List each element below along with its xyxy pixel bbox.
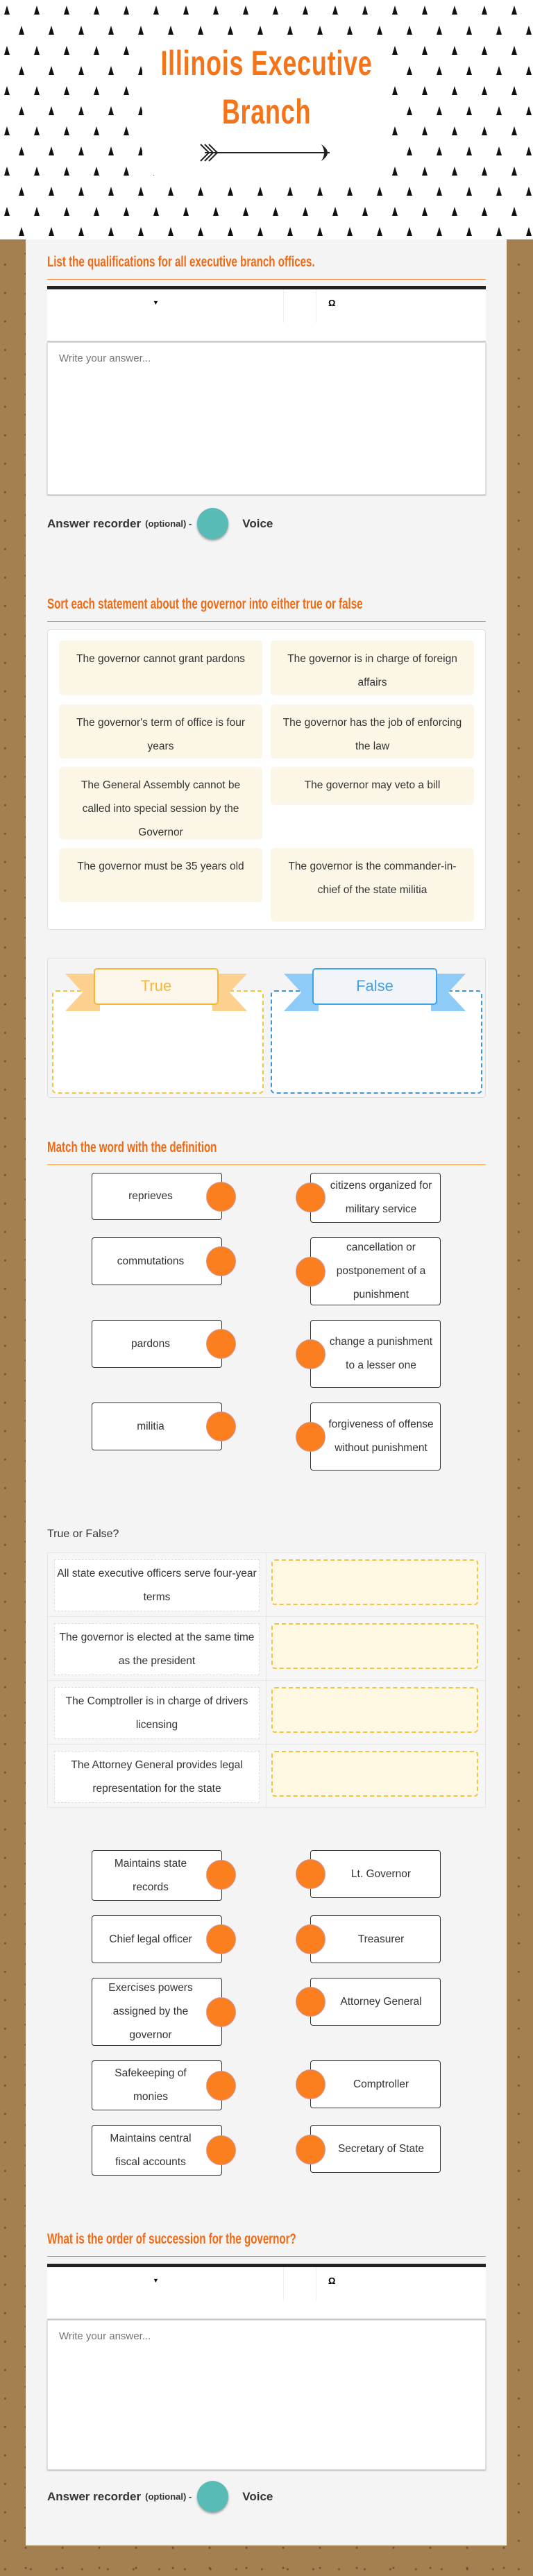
table-row (48, 1681, 485, 1745)
match-term[interactable]: Exercises powers assigned by the governor (92, 1978, 222, 2046)
sort-card[interactable]: The governor must be 35 years old (59, 848, 262, 902)
answer-drop-zone[interactable] (271, 1751, 478, 1797)
editor-toolbar (47, 2264, 486, 2320)
connector-handle[interactable] (206, 1246, 236, 1276)
voice-label: Voice (242, 516, 273, 530)
connector-handle[interactable] (206, 1860, 236, 1890)
record-button[interactable] (197, 508, 228, 539)
table-row (48, 1745, 485, 1808)
sort-card[interactable]: The governor is in charge of foreign affairs (271, 641, 474, 695)
connector-handle[interactable] (296, 1257, 325, 1287)
arrow-right-icon (198, 139, 337, 167)
match-term[interactable]: reprieves (92, 1173, 222, 1220)
match-definition[interactable]: Secretary of State (310, 2125, 441, 2173)
match-definition[interactable]: Treasurer (310, 1915, 441, 1963)
recorder-label: Answer recorder (47, 516, 142, 530)
connector-handle[interactable] (296, 1924, 325, 1954)
sort-card[interactable]: The governor is the commander-in-chief of the state militia (271, 848, 474, 922)
match-term[interactable]: commutations (92, 1237, 222, 1285)
format-dropdown[interactable]: ▼ (153, 299, 159, 306)
match-definition[interactable]: Attorney General (310, 1978, 441, 2026)
answer-input[interactable] (47, 342, 486, 495)
sort-card[interactable]: The governor has the job of enforcing the law (271, 704, 474, 759)
connector-handle[interactable] (296, 1339, 325, 1369)
connector-handle[interactable] (206, 2071, 236, 2101)
statement: The Attorney General provides legal representation for the state (54, 1751, 260, 1803)
table-row (48, 1553, 485, 1617)
connector-handle[interactable] (206, 2135, 236, 2165)
question-title: What is the order of succession for the governor? (47, 2231, 296, 2247)
match-definition[interactable]: citizens organized for military service (310, 1173, 441, 1223)
header-banner (0, 0, 533, 239)
answer-recorder (47, 508, 273, 539)
match-definition[interactable]: change a punishment to a lesser one (310, 1320, 441, 1388)
recorder-optional: (optional) - (145, 518, 192, 529)
connector-handle[interactable] (296, 2069, 325, 2099)
table-row (48, 1617, 485, 1681)
answer-input[interactable] (47, 2320, 486, 2470)
sort-card[interactable]: The General Assembly cannot be called into special session by the Governor (59, 767, 262, 840)
format-dropdown[interactable]: ▼ (153, 2277, 159, 2284)
match-definition[interactable]: cancellation or postponement of a punishment (310, 1237, 441, 1305)
page-title-line2: Branch (221, 92, 312, 131)
sort-categories (47, 958, 486, 1098)
connector-handle[interactable] (206, 1329, 236, 1359)
page-title: Illinois Executive (160, 44, 373, 83)
match-term[interactable]: Chief legal officer (92, 1915, 222, 1963)
divider (47, 279, 486, 280)
divider (47, 1164, 486, 1165)
true-category-label: True (94, 968, 219, 1005)
special-character-button[interactable]: Ω (328, 2276, 336, 2286)
divider (47, 2256, 486, 2257)
answer-drop-zone[interactable] (271, 1623, 478, 1669)
false-category-label: False (312, 968, 437, 1005)
connector-handle[interactable] (296, 1859, 325, 1889)
connector-handle[interactable] (206, 1412, 236, 1441)
question-title: Match the word with the definition (47, 1139, 217, 1155)
connector-handle[interactable] (206, 1924, 236, 1954)
match-definition[interactable]: forgiveness of offense without punishment (310, 1403, 441, 1471)
connector-handle[interactable] (296, 2135, 325, 2164)
recorder-label: Answer recorder (47, 2489, 142, 2503)
question-title: List the qualifications for all executive branch offices. (47, 254, 315, 270)
voice-label: Voice (242, 2489, 273, 2503)
connector-handle[interactable] (206, 1182, 236, 1212)
match-term[interactable]: Maintains state records (92, 1850, 222, 1901)
connector-handle[interactable] (206, 1997, 236, 2027)
divider (47, 621, 486, 622)
true-false-table (47, 1552, 486, 1808)
statement: All state executive officers serve four-year terms (54, 1559, 260, 1611)
match-term[interactable]: Maintains central fiscal accounts (92, 2125, 222, 2176)
match-term[interactable]: Safekeeping of monies (92, 2060, 222, 2110)
match-definition[interactable]: Lt. Governor (310, 1850, 441, 1898)
statement: The governor is elected at the same time as the president (54, 1623, 260, 1675)
connector-handle[interactable] (296, 1422, 325, 1452)
editor-toolbar (47, 286, 486, 342)
connector-handle[interactable] (296, 1183, 325, 1212)
question-title: Sort each statement about the governor into either true or false (47, 596, 363, 612)
sort-card[interactable]: The governor cannot grant pardons (59, 641, 262, 695)
toolbar-separator (283, 289, 284, 323)
record-button[interactable] (197, 2481, 228, 2512)
match-term[interactable]: militia (92, 1403, 222, 1450)
match-definition[interactable]: Comptroller (310, 2060, 441, 2108)
match-term[interactable]: pardons (92, 1320, 222, 1368)
toolbar-separator (283, 2267, 284, 2300)
answer-drop-zone[interactable] (271, 1687, 478, 1733)
statement: The Comptroller is in charge of drivers licensing (54, 1687, 260, 1739)
worksheet-panel (26, 239, 507, 2545)
answer-recorder (47, 2481, 273, 2512)
question-title: True or False? (47, 1528, 119, 1540)
sort-card[interactable]: The governor may veto a bill (271, 767, 474, 805)
connector-handle[interactable] (296, 1987, 325, 2017)
sort-card[interactable]: The governor's term of office is four years (59, 704, 262, 759)
recorder-optional: (optional) - (145, 2491, 192, 2502)
special-character-button[interactable]: Ω (328, 298, 336, 308)
answer-drop-zone[interactable] (271, 1559, 478, 1605)
